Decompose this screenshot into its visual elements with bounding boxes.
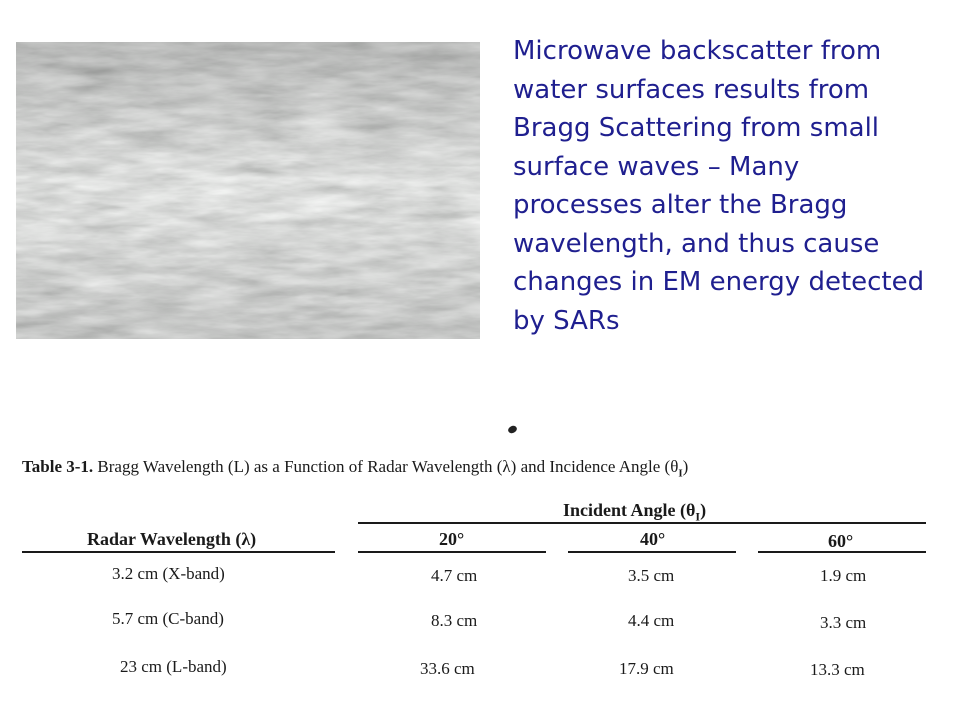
radar-wavelength-header: Radar Wavelength (λ) (87, 529, 257, 549)
row-2-60deg: 3.3 cm (820, 613, 867, 632)
row-1-20deg: 4.7 cm (431, 566, 478, 585)
row-header-rule (22, 551, 335, 553)
row-3-20deg: 33.6 cm (420, 659, 475, 678)
row-2-20deg: 8.3 cm (431, 611, 478, 630)
water-ripples-image (16, 42, 480, 339)
water-surface-photo (16, 42, 480, 339)
col-40-rule (568, 551, 736, 553)
row-2-radar: 5.7 cm (C-band) (112, 609, 224, 628)
slide-caption: Microwave backscatter from water surfaces results from Bragg Scattering from small surface waves – Many processes alter the Bragg wavelength, and thus cause changes in EM energy detected by SARs (513, 36, 925, 336)
row-1-40deg: 3.5 cm (628, 566, 675, 585)
incident-angle-end: ) (700, 500, 707, 520)
incident-angle-text: Incident Angle (θ (563, 500, 696, 520)
table-title-subscript: I (678, 467, 683, 480)
table-label: Table 3-1. (22, 457, 94, 476)
table-title (22, 457, 688, 479)
table-title-text: Bragg Wavelength (L) as a Function of Radar Wavelength (λ) and Incidence Angle (θ (97, 457, 679, 476)
col-20-rule (358, 551, 546, 553)
column-header-60: 60° (828, 531, 854, 551)
incident-angle-subscript: I (695, 509, 701, 524)
row-3-radar: 23 cm (L-band) (120, 657, 227, 676)
row-2-40deg: 4.4 cm (628, 611, 675, 630)
row-1-60deg: 1.9 cm (820, 566, 867, 585)
stray-mark (507, 424, 518, 434)
row-3-60deg: 13.3 cm (810, 660, 865, 679)
column-header-20: 20° (439, 529, 465, 549)
row-1-radar: 3.2 cm (X-band) (112, 564, 225, 583)
incident-angle-header (563, 500, 706, 525)
row-3-40deg: 17.9 cm (619, 659, 674, 678)
column-header-40: 40° (640, 529, 666, 549)
table-title-end: ) (682, 457, 689, 476)
